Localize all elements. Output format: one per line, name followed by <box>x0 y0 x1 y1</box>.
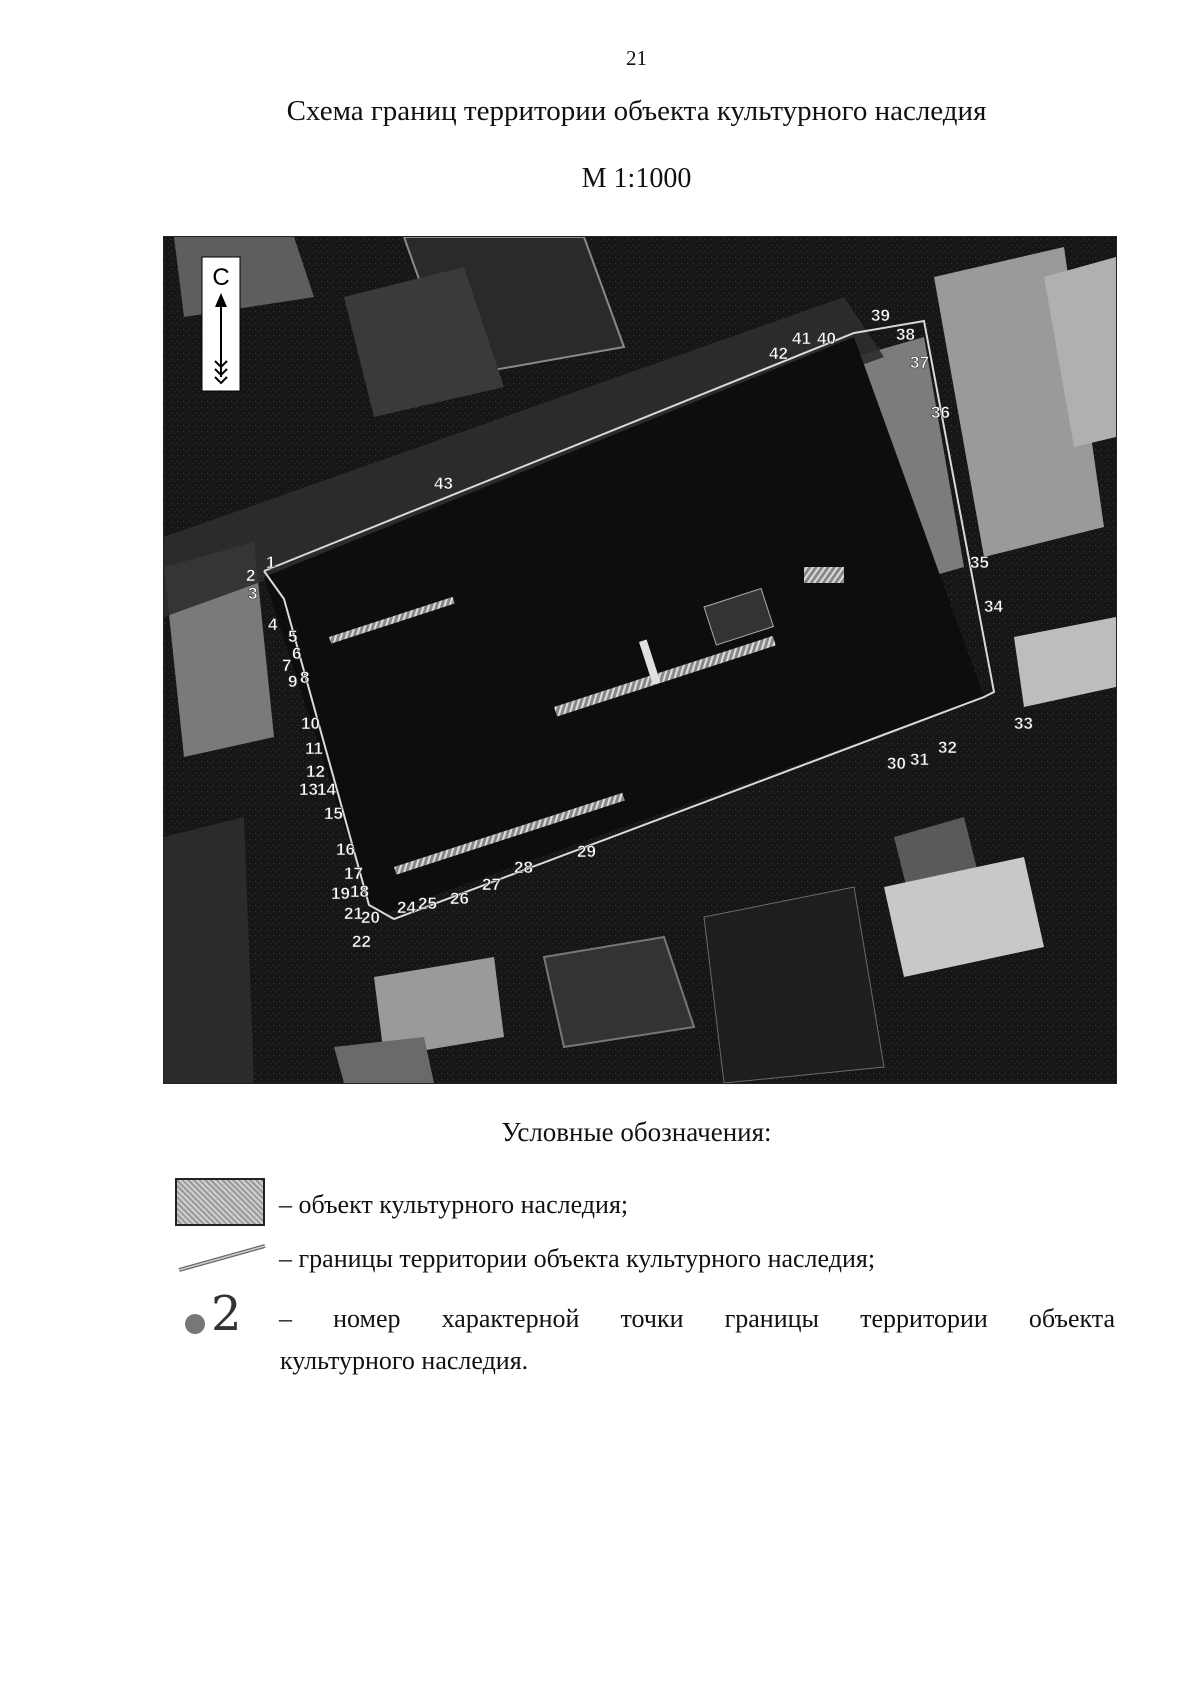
point-label: 14 <box>317 780 336 799</box>
map-scale: М 1:1000 <box>581 163 692 194</box>
point-label: 42 <box>769 344 788 363</box>
point-label: 12 <box>306 762 325 781</box>
point-label: 9 <box>288 672 298 691</box>
point-label: 36 <box>931 403 950 422</box>
point-label: 43 <box>434 474 453 493</box>
point-label: 17 <box>344 864 363 883</box>
legend-item-label-continued: культурного наследия. <box>280 1346 529 1375</box>
point-label: 33 <box>1014 714 1033 733</box>
point-label: 15 <box>324 804 343 823</box>
point-label: 10 <box>301 714 320 733</box>
point-label: 37 <box>910 353 929 372</box>
point-label: 27 <box>482 875 501 894</box>
legend-item-numbered-point <box>175 1286 1115 1342</box>
legend-item-label: – объект культурного наследия; <box>279 1190 629 1219</box>
point-label: 6 <box>292 644 302 663</box>
page-title: Схема границ территории объекта культурного наследия <box>286 95 987 127</box>
legend-item-label: – границы территории объекта культурного наследия; <box>279 1244 876 1273</box>
point-label: 30 <box>887 754 906 773</box>
point-label: 35 <box>970 553 989 572</box>
point-label: 3 <box>248 584 258 603</box>
point-label: 38 <box>896 325 915 344</box>
page-number: 21 <box>626 46 647 70</box>
point-label: 25 <box>418 894 437 913</box>
point-label: 18 <box>350 882 369 901</box>
legend-item-boundary <box>175 1240 1115 1280</box>
point-label: 4 <box>268 615 278 634</box>
hatched-box-icon <box>175 1178 265 1226</box>
point-number-sample: 2 <box>211 1286 242 1342</box>
point-label: 11 <box>305 739 323 758</box>
point-label: 19 <box>331 884 350 903</box>
point-label: 26 <box>450 889 469 908</box>
north-arrow-icon <box>202 257 240 391</box>
point-label: 39 <box>871 306 890 325</box>
legend-item-label: – номер характерной точки границы территории объекта <box>279 1304 1115 1333</box>
point-label: 21 <box>344 904 363 923</box>
point-label: 24 <box>397 898 416 917</box>
legend-title: Условные обозначения: <box>501 1117 772 1147</box>
point-label: 1 <box>266 553 276 572</box>
point-label: 8 <box>300 668 310 687</box>
point-label: 29 <box>577 842 596 861</box>
point-label: 13 <box>299 780 318 799</box>
point-label: 22 <box>352 932 371 951</box>
point-label: 28 <box>514 858 533 877</box>
boundary-line-icon <box>175 1240 271 1276</box>
point-label: 16 <box>336 840 355 859</box>
aerial-map <box>163 236 1117 1084</box>
legend-item-heritage-object <box>175 1178 1115 1230</box>
point-label: 41 <box>792 329 811 348</box>
numbered-point-icon <box>175 1286 275 1342</box>
north-letter: С <box>212 264 230 291</box>
point-label: 31 <box>910 750 929 769</box>
point-label: 20 <box>361 908 380 927</box>
point-label: 34 <box>984 597 1003 616</box>
aerial-map-svg <box>164 237 1116 1083</box>
point-label: 32 <box>938 738 957 757</box>
point-label: 5 <box>288 627 298 646</box>
point-label: 40 <box>817 329 836 348</box>
point-label: 7 <box>282 656 292 675</box>
point-label: 2 <box>246 566 256 585</box>
